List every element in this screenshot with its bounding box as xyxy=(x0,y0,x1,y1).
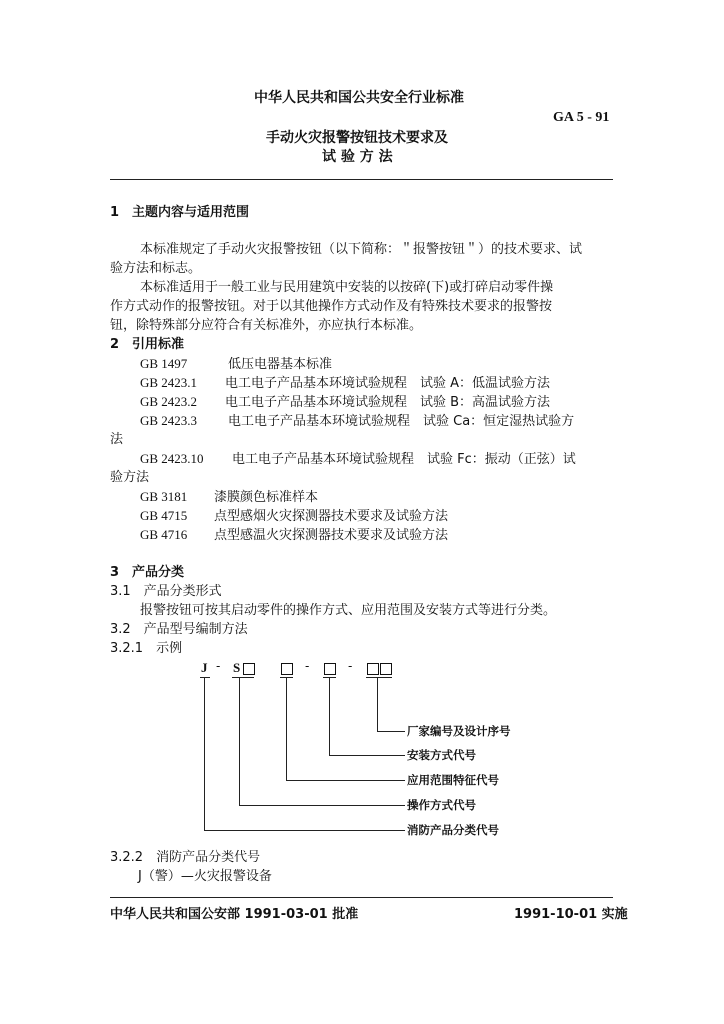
ref-item xyxy=(140,354,332,374)
code-dash: - xyxy=(348,659,353,673)
ref-item xyxy=(140,373,550,393)
ref-code: GB 4715 xyxy=(140,508,188,523)
code-placeholder-box xyxy=(367,663,379,675)
doc-title-line2: 试 验 方 法 xyxy=(322,149,393,165)
code-dash: - xyxy=(305,659,310,673)
section1-p2-line2: 作方式动作的报警按钮。对于以其他操作方式动作及有特殊技术要求的报警按 xyxy=(110,299,553,314)
doc-title-line1: 手动火灾报警按钮技术要求及 xyxy=(266,130,448,146)
section1-heading: 1 主题内容与适用范围 xyxy=(110,205,250,220)
footer-issuer: 中华人民共和国公安部 1991-03-01 批准 xyxy=(110,907,359,922)
section1-p2-line1: 本标准适用于一般工业与民用建筑中安装的以按碎(下)或打碎启动零件操 xyxy=(140,280,554,295)
connector-line xyxy=(286,678,287,780)
ref-wrap-line: 验方法 xyxy=(110,470,150,485)
diagram-label-manufacturer: 厂家编号及设计序号 xyxy=(407,724,511,738)
ref-item xyxy=(140,411,574,431)
diagram-label-classification: 消防产品分类代号 xyxy=(407,823,499,837)
section1-p2-line3: 钮，除特殊部分应符合有关标准外，亦应执行本标准。 xyxy=(110,318,423,333)
ref-code: GB 2423.10 xyxy=(140,451,204,466)
ref-title: 漆膜颜色标准样本 xyxy=(214,490,319,505)
ref-title: 点型感烟火灾探测器技术要求及试验方法 xyxy=(214,509,449,524)
code-dash: - xyxy=(216,659,221,673)
code-placeholder-box xyxy=(380,663,392,675)
ref-code: GB 2423.1 xyxy=(140,375,198,390)
connector-line xyxy=(204,830,405,831)
ref-item xyxy=(140,506,448,526)
ref-title: 电工电子产品基本环境试验规程 试验 B：高温试验方法 xyxy=(225,395,551,410)
section3-heading: 3 产品分类 xyxy=(110,565,185,580)
ref-title: 电工电子产品基本环境试验规程 试验 A：低温试验方法 xyxy=(225,376,551,391)
code-underline xyxy=(200,677,210,678)
section1-p1-line2: 验方法和标志。 xyxy=(110,261,202,276)
code-underline xyxy=(232,677,254,678)
connector-line xyxy=(377,731,405,732)
code-placeholder-box xyxy=(281,663,293,675)
ref-wrap-line: 法 xyxy=(110,432,124,447)
ref-title: 电工电子产品基本环境试验规程 试验 Ca：恒定湿热试验方 xyxy=(228,414,575,429)
section3-1-heading: 3.1 产品分类形式 xyxy=(110,584,222,599)
code-placeholder-box xyxy=(243,663,255,675)
ref-item xyxy=(140,392,550,412)
connector-line xyxy=(329,678,330,755)
code-placeholder-box xyxy=(324,663,336,675)
footer-rule xyxy=(110,897,613,898)
connector-line xyxy=(239,678,240,805)
section3-2-1-heading: 3.2.1 示例 xyxy=(110,641,183,656)
diagram-label-installation: 安装方式代号 xyxy=(407,748,476,762)
connector-line xyxy=(204,678,205,830)
standard-code: GA 5 - 91 xyxy=(553,110,610,125)
section3-2-2-heading: 3.2.2 消防产品分类代号 xyxy=(110,850,261,865)
header-rule xyxy=(110,179,613,180)
ref-item xyxy=(140,487,318,507)
connector-line xyxy=(377,678,378,731)
connector-line xyxy=(329,755,405,756)
footer-effective-date: 1991-10-01 实施 xyxy=(514,907,628,922)
ref-code: GB 4716 xyxy=(140,527,188,542)
connector-line xyxy=(286,780,405,781)
connector-line xyxy=(239,805,405,806)
ref-item xyxy=(140,525,448,545)
ref-code: GB 3181 xyxy=(140,489,188,504)
ref-code: GB 2423.3 xyxy=(140,413,198,428)
section2-heading: 2 引用标准 xyxy=(110,337,185,352)
section3-1-text: 报警按钮可按其启动零件的操作方式、应用范围及安装方式等进行分类。 xyxy=(140,603,557,618)
code-letter-j: J xyxy=(201,660,208,675)
section1-p1-line1: 本标准规定了手动火灾报警按钮（以下简称：＂报警按钮＂）的技术要求、试 xyxy=(140,242,583,257)
ref-title: 电工电子产品基本环境试验规程 试验 Fc：振动（正弦）试 xyxy=(232,452,576,467)
ref-code: GB 2423.2 xyxy=(140,394,198,409)
section3-2-2-text: J（警）—火灾报警设备 xyxy=(138,869,272,884)
ref-item xyxy=(140,449,576,469)
org-title: 中华人民共和国公共安全行业标准 xyxy=(254,90,464,106)
code-underline xyxy=(366,677,392,678)
ref-title: 点型感温火灾探测器技术要求及试验方法 xyxy=(214,528,449,543)
diagram-label-operation: 操作方式代号 xyxy=(407,798,476,812)
ref-title: 低压电器基本标准 xyxy=(228,357,333,372)
ref-code: GB 1497 xyxy=(140,356,188,371)
section3-2-heading: 3.2 产品型号编制方法 xyxy=(110,622,248,637)
code-letter-s: S xyxy=(233,660,241,675)
diagram-label-application: 应用范围特征代号 xyxy=(407,773,499,787)
